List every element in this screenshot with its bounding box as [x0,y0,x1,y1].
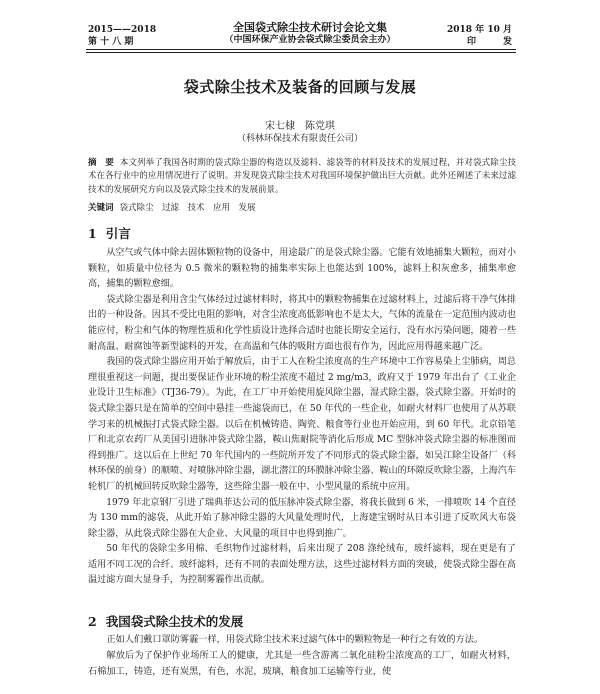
section-body [88,632,516,679]
header-left-line1: 2015——2018 [88,25,157,35]
section-body [88,246,516,589]
header-center [200,21,420,46]
section-heading [88,224,131,242]
paper-title: 袋式除尘技术及装备的回顾与发展 [183,78,417,96]
header-right-line2: 印 发 [466,37,512,47]
paragraph: 1979 年北京钢厂引进了瑞典菲达公司的低压脉冲袋式除尘器，将我长做到 6 米，一排喷吹 14 个直径为 130 mm的滤袋，从此开始了脉冲除尘器的大风量处理时代，上海建宝钢时从日本引进了反吹风大布袋除尘器，从此袋式除尘器在大企业、大风量的项目中也得到推广。 [88,497,516,539]
paragraph: 我国的袋式除尘器应用开始于解放后，由于工人在粉尘浓度高的生产环境中工作容易染上尘肺病，周总理很重视这一问题，提出要保证作业环境的粉尘浓度不超过 2 mg/m3，政府又于 1979 年出台了《工业企业设计卫生标准》（TJ36-79）。为此，在工厂中开始使用旋风除尘器，湿式除尘器，袋式除尘器。开始时的袋式除尘器只是在简单的空间中悬挂一些滤袋而已，在 50 年代的一些企业，如耐火材料厂也使用了从苏联学习来的机械振打式袋式除尘器。以后在机械铸造、陶瓷、粮食等行业也开始应用，到 60 年代。北京铅笔厂和北京农药厂从美国引进脉冲袋式除尘器，鞍山焦耐院等消化后形成 MC 型脉冲袋式除尘器的标准图而得到推广。这以后在上世纪 70 年代国内的一些院所开发了不同形式的袋式除尘器，如吴江除尘设备厂（科林环保的前身）的顺喷、对喷脉冲除尘器，湖北潜江的环膜脉冲除尘器、鞍山的环隙反吹除尘器，上海汽车轮机厂的机械回转反吹除尘器等，这些除尘器一般在中、小型风量的系统中应用。 [88,357,516,492]
authors: 宋七棣 陈党琪 [265,121,335,132]
abstract [88,157,516,197]
keywords-text: 袋式除尘 过滤 技术 应用 发展 [119,203,256,213]
header-rule [86,49,516,50]
section-heading [88,612,243,630]
section-title: 我国袋式除尘技术的发展 [105,614,244,629]
affiliation: （科林环保技术有限责任公司） [236,134,363,144]
paragraph: 正如人们戴口罩防雾霾一样，用袋式除尘技术来过滤气体中的颗粒物是一种行之有效的方法。 [106,634,484,645]
header-rule-thin [86,52,516,53]
header-left-line2: 第 十 八 期 [88,37,134,47]
paragraph: 袋式除尘器是利用含尘气体经过过滤材料时，将其中的颗粒物捕集在过滤材料上，过滤后将干净气体排出的一种设备。因其不受比电阻的影响，对含尘浓度高低影响也不是太大，气体的流量在一定范围内波动也能应付，粉尘和气体的物理性质和化学性质设计选择合适时也能长期安全运行，没有水污染问题，随着一些耐高温、耐腐蚀等新型滤料的开发，在高温和气体的吸附方面也很有作为，因此应用得越来越广泛。 [88,294,516,352]
abstract-label: 摘 要 [88,158,114,168]
header-right [447,24,512,48]
section-title: 引言 [105,226,131,241]
paragraph: 50 年代的袋除尘多用棉、毛织物作过滤材料，后来出现了 208 涤纶绒布，玻纤滤料，现在更是有了适用不同工况的合纤、玻纤滤料，还有不同的表面处理方法，这些过滤材料方面的突破，使袋式除尘器在高温过滤方面大显身手，为控制雾霾作出贡献。 [88,544,516,586]
header-left [88,24,156,48]
section-number: 2 [88,614,97,629]
header-center-line1: 全国袋式除尘技术研讨会论文集 [233,21,387,34]
keywords [88,202,516,214]
paragraph: 解放后为了保护作业场所工人的健康，尤其是一些含游离二氧化硅粉尘浓度高的工厂，如耐火材料，石棉加工，铸造，还有炭黑，有色，水泥，玻璃，粮食加工运输等行业，使 [88,649,516,677]
keywords-label: 关键词 [88,203,114,213]
paragraph: 从空气或气体中除去固体颗粒物的设备中，用途最广的是袋式除尘器。它能有效地捕集大颗粒，而对小颗粒，如质量中位径为 0.5 微米的颗粒物的捕集率实际上也能达到 100%，滤料上积灰愈多，捕集率愈高，捕集的颗粒愈细。 [88,248,516,290]
abstract-text: 本文列举了我国各时期的袋式除尘器的构造以及滤料、滤袋等的材料及技术的发展过程，并对袋式除尘技术在各行业中的应用情况进行了说明。并发现袋式除尘技术对我国环境保护做出巨大贡献。此外还阐述了未来过滤技术的发展研究方向以及袋式除尘技术的发展前景。 [88,158,516,195]
header-center-line2: （中国环保产业协会袋式除尘委员会主办） [224,35,396,45]
section-number: 1 [88,226,97,241]
header-right-line1: 2018 年 10 月 [447,25,512,35]
